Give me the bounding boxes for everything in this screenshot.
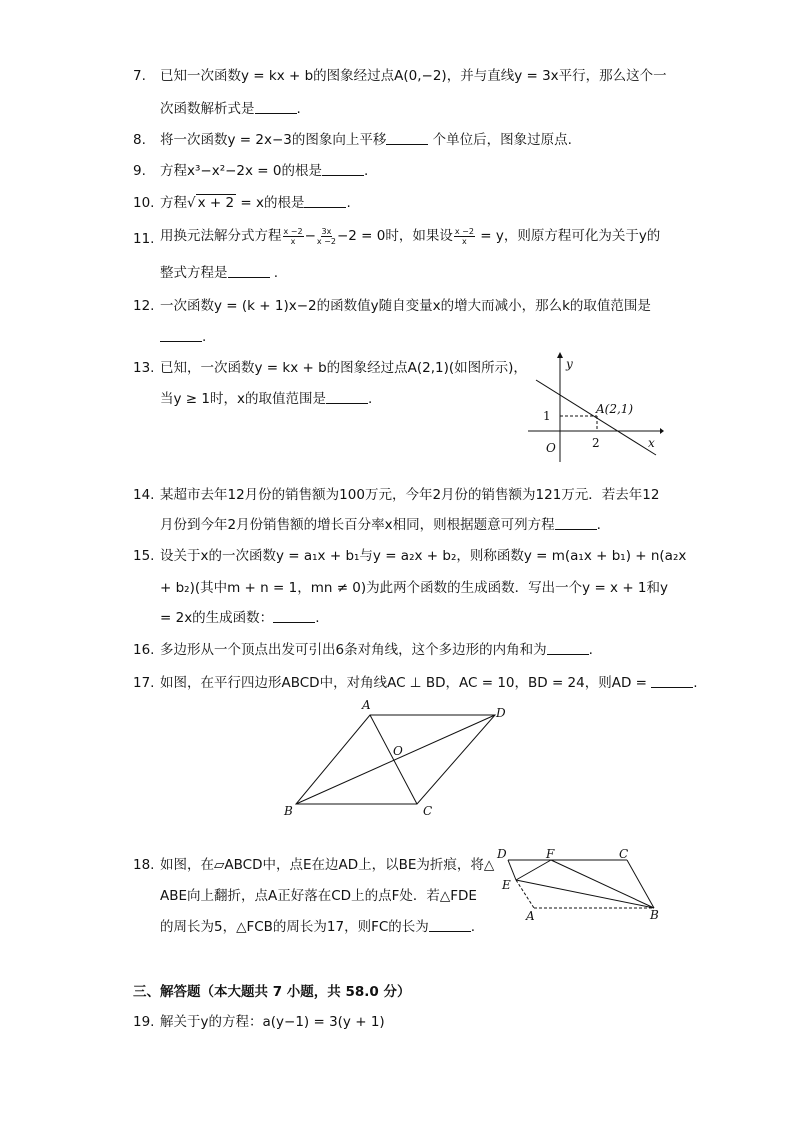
q15-number: 15. bbox=[133, 548, 155, 564]
q15-line3 bbox=[160, 608, 319, 628]
segment-ef bbox=[516, 860, 551, 880]
q12-period: . bbox=[202, 329, 207, 345]
q16-period: . bbox=[588, 642, 593, 658]
point-f-label: F bbox=[546, 847, 555, 861]
q7-line1: 已知一次函数y = kx + b的图象经过点A(0,−2)，并与直线y = 3x平行，那么这个一 bbox=[160, 68, 667, 84]
x-label: x bbox=[648, 436, 655, 450]
q13-line2 bbox=[160, 389, 372, 409]
point-o-label: O bbox=[393, 744, 403, 758]
q8-pre: 将一次函数y = 2x−3的图象向上平移 bbox=[160, 132, 387, 148]
q11-line1 bbox=[160, 226, 660, 246]
q10-line bbox=[160, 193, 351, 213]
q10-number: 10. bbox=[133, 195, 155, 211]
point-e-label: E bbox=[502, 878, 511, 892]
tick-label-1: 1 bbox=[543, 409, 551, 423]
q7-number: 7. bbox=[133, 68, 146, 84]
answer-blank[interactable] bbox=[160, 327, 202, 342]
vertex-a-label: A bbox=[526, 909, 535, 923]
vertex-d-label: D bbox=[496, 706, 506, 720]
q18-line3 bbox=[160, 917, 475, 937]
vertex-b-label: B bbox=[284, 804, 293, 818]
q12-line1: 一次函数y = (k + 1)x−2的函数值y随自变量x的增大而减小，那么k的取值范围是 bbox=[160, 298, 651, 314]
parallelogram-figure bbox=[280, 697, 520, 822]
numerator: x −2 bbox=[283, 226, 303, 236]
q18-line1: 如图，在▱ABCD中，点E在边AD上，以BE为折痕，将△ bbox=[160, 857, 495, 873]
denominator: x bbox=[462, 236, 467, 246]
linear-function-graph bbox=[528, 350, 664, 465]
q9-pre: 方程x³−x²−2x = 0的根是 bbox=[160, 163, 322, 179]
diagonal-ac bbox=[370, 715, 417, 804]
side-cb bbox=[627, 860, 654, 908]
vertex-c-label: C bbox=[619, 847, 629, 861]
segment-fb bbox=[551, 860, 654, 908]
diagonal-bd bbox=[296, 715, 495, 804]
q11-pre: 用换元法解分式方程 bbox=[160, 228, 282, 244]
q13-text: 当y ≥ 1时，x的取值范围是 bbox=[160, 391, 326, 407]
fraction bbox=[283, 227, 304, 246]
q19-number: 19. bbox=[133, 1014, 155, 1030]
q11-line2 bbox=[160, 263, 278, 283]
numerator: x −2 bbox=[454, 226, 474, 236]
answer-blank[interactable] bbox=[255, 99, 297, 114]
q8-number: 8. bbox=[133, 132, 146, 148]
q14-period: . bbox=[596, 517, 601, 533]
q15-period: . bbox=[315, 610, 320, 626]
q13-line1: 已知，一次函数y = kx + b的图象经过点A(2,1)(如图所示)， bbox=[160, 360, 527, 376]
q15-text: = 2x的生成函数： bbox=[160, 610, 274, 626]
segment-ea-dashed bbox=[516, 880, 534, 908]
q9-period: . bbox=[364, 163, 369, 179]
q18-number: 18. bbox=[133, 857, 155, 873]
q7-text: 次函数解析式是 bbox=[160, 101, 255, 117]
segment-de bbox=[508, 860, 516, 880]
q16-pre: 多边形从一个顶点出发可引出6条对角线，这个多边形的内角和为 bbox=[160, 642, 547, 658]
q11-post: = y，则原方程可化为关于y的 bbox=[475, 228, 661, 244]
segment-eb bbox=[516, 880, 654, 908]
numerator: 3x bbox=[321, 226, 332, 236]
minus-sign: − bbox=[304, 228, 316, 244]
answer-blank[interactable] bbox=[386, 130, 428, 145]
q19-text: 解关于y的方程：a(y−1) = 3(y + 1) bbox=[160, 1014, 385, 1030]
q11-period: . bbox=[273, 265, 279, 281]
q7-period: . bbox=[296, 101, 301, 117]
q7-line2 bbox=[160, 99, 301, 119]
q8-post: 个单位后，图象过原点. bbox=[432, 132, 572, 148]
q8-line bbox=[160, 130, 572, 150]
x-axis-arrow bbox=[660, 428, 664, 434]
answer-blank[interactable] bbox=[273, 608, 315, 623]
q9-number: 9. bbox=[133, 163, 146, 179]
q10-post: = x的根是 bbox=[236, 195, 305, 211]
q12-line2 bbox=[160, 327, 206, 347]
fold-parallelogram-figure bbox=[494, 846, 666, 926]
sqrt-symbol: √ bbox=[187, 195, 196, 211]
q16-line bbox=[160, 640, 593, 660]
vertex-a-label: A bbox=[362, 698, 371, 712]
q14-line2 bbox=[160, 515, 601, 535]
q13-number: 13. bbox=[133, 360, 155, 376]
q18-period: . bbox=[470, 919, 476, 935]
q17-line bbox=[160, 673, 698, 693]
q16-number: 16. bbox=[133, 642, 155, 658]
q14-text: 月份到今年2月份销售额的增长百分率x相同，则根据题意可列方程 bbox=[160, 517, 555, 533]
q15-line2: + b₂)(其中m + n = 1，mn ≠ 0)为此两个函数的生成函数．写出一个y = x + 1和y bbox=[160, 580, 669, 596]
q11-number: 11. bbox=[133, 231, 155, 247]
q17-period: . bbox=[693, 675, 698, 691]
q10-radicand: x + 2 bbox=[197, 195, 235, 211]
q14-number: 14. bbox=[133, 487, 155, 503]
answer-blank[interactable] bbox=[304, 193, 346, 208]
y-label: y bbox=[566, 357, 573, 371]
q13-period: . bbox=[367, 391, 373, 407]
answer-blank[interactable] bbox=[429, 917, 471, 932]
origin-label: O bbox=[546, 441, 556, 455]
q9-line bbox=[160, 161, 368, 181]
vertex-b-label: B bbox=[650, 908, 659, 922]
vertex-d-label: D bbox=[497, 847, 507, 861]
vertex-c-label: C bbox=[423, 804, 433, 818]
answer-blank[interactable] bbox=[322, 161, 364, 176]
q18-text: 的周长为5，△FCB的周长为17，则FC的长为 bbox=[160, 919, 429, 935]
q17-pre: 如图，在平行四边形ABCD中，对角线AC ⊥ BD，AC = 10，BD = 24，则AD = bbox=[160, 675, 647, 691]
point-a-label: A(2,1) bbox=[596, 402, 634, 416]
q18-line2: ABE向上翻折，点A正好落在CD上的点F处．若△FDE bbox=[160, 888, 477, 904]
q15-line1: 设关于x的一次函数y = a₁x + b₁与y = a₂x + b₂，则称函数y = m(a₁x + b₁) + n(a₂x bbox=[160, 548, 687, 564]
q11-text: 整式方程是 bbox=[160, 265, 228, 281]
q11-mid: −2 = 0时，如果设 bbox=[336, 228, 453, 244]
q12-number: 12. bbox=[133, 298, 155, 314]
denominator: x −2 bbox=[316, 236, 336, 246]
answer-blank[interactable] bbox=[555, 515, 597, 530]
answer-blank[interactable] bbox=[228, 263, 270, 278]
answer-blank[interactable] bbox=[547, 640, 589, 655]
y-axis-arrow bbox=[557, 352, 563, 358]
q17-number: 17. bbox=[133, 675, 155, 691]
fraction bbox=[317, 227, 336, 246]
denominator: x bbox=[290, 236, 296, 246]
tick-label-2: 2 bbox=[592, 436, 600, 450]
q14-line1: 某超市去年12月份的销售额为100万元，今年2月份的销售额为121万元．若去年12 bbox=[160, 487, 660, 503]
section-heading: 三、解答题（本大题共 7 小题，共 58.0 分） bbox=[133, 984, 411, 1000]
answer-blank[interactable] bbox=[651, 673, 693, 688]
fraction bbox=[454, 227, 475, 246]
answer-blank[interactable] bbox=[326, 389, 368, 404]
q10-period: . bbox=[346, 195, 351, 211]
q10-pre: 方程 bbox=[160, 195, 187, 211]
